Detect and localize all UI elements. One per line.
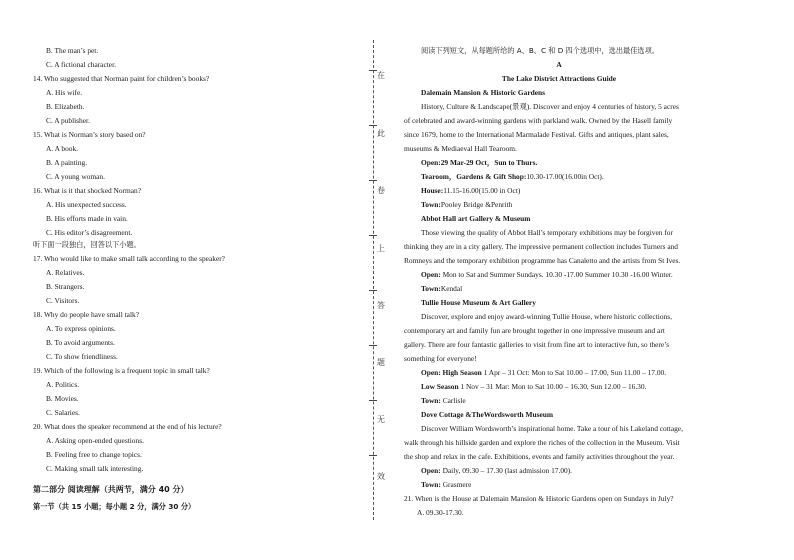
passage-title: The Lake District Attractions Guide xyxy=(501,74,617,83)
seal-tick xyxy=(369,455,377,456)
answer-option: A. Politics. xyxy=(46,380,80,389)
high-season-value: 1 Apr – 31 Oct: Mon to Sat 10.00 – 17.00, Sun 11.00 – 17.00. xyxy=(481,368,667,377)
attraction-heading: Dove Cottage &TheWordsworth Museum xyxy=(421,410,553,419)
answer-option: B. The man’s pet. xyxy=(46,46,99,55)
seal-tick xyxy=(369,345,377,346)
town-value: Kendal xyxy=(440,284,463,293)
question-16: 16. What is it that shocked Norman? xyxy=(33,186,142,195)
paragraph-line: History, Culture & Landscape(景观). Discover and enjoy 4 centuries of history, 5 acres xyxy=(421,102,679,111)
answer-option: C. A fictional character. xyxy=(46,60,116,69)
paragraph-line: Discover William Wordsworth’s inspirational home. Take a tour of his Lakeland cottage, xyxy=(421,424,683,433)
seal-char: 卷 xyxy=(377,186,385,195)
answer-option: A. His wife. xyxy=(46,88,83,97)
seal-char: 答 xyxy=(377,301,385,310)
seal-tick xyxy=(369,70,377,71)
listening-instruction: 听下面一段独白，回答以下小题。 xyxy=(33,240,141,249)
seal-tick xyxy=(369,180,377,181)
reading-instruction: 阅读下列短文，从每题所给的 A、B、C 和 D 四个选项中，选出最佳选项。 xyxy=(421,46,659,55)
seal-char: 上 xyxy=(377,244,385,253)
town-value: Grasmere xyxy=(440,480,472,489)
answer-option: C. A young woman. xyxy=(46,172,105,181)
answer-option: C. To show friendliness. xyxy=(46,352,118,361)
seal-line xyxy=(373,40,374,520)
answer-option: A. His unexpected success. xyxy=(46,200,127,209)
seal-char: 此 xyxy=(377,129,385,138)
paragraph-line: walk through his hillside garden and explore the riches of the collection in the Museum. Visit xyxy=(404,438,680,447)
seal-char: 无 xyxy=(377,415,385,424)
seal-char: 在 xyxy=(377,71,385,80)
answer-option: B. To avoid arguments. xyxy=(46,338,115,347)
high-season xyxy=(421,368,666,378)
question-14: 14. Who suggested that Norman paint for children’s books? xyxy=(33,74,210,83)
town-label: Town: xyxy=(421,396,441,405)
open-label: Open: xyxy=(421,466,441,475)
low-season-label: Low Season xyxy=(421,382,459,391)
house-hours xyxy=(421,186,520,196)
answer-option: C. His editor’s disagreement. xyxy=(46,228,133,237)
answer-option: B. His efforts made in vain. xyxy=(46,214,128,223)
tearoom-value: 10.30-17.00(16.00in Oct). xyxy=(526,172,604,181)
town-label: Town: xyxy=(421,284,441,293)
paragraph-line: thinking they are in a city gallery. The impressive permanent collection includes Turners and xyxy=(404,242,678,251)
answer-option: A. 09.30-17.30. xyxy=(417,508,464,517)
seal-char: 题 xyxy=(377,358,385,367)
seal-tick xyxy=(369,400,377,401)
section-subtitle: 第一节（共 15 小题；每小题 2 分，满分 30 分） xyxy=(33,502,196,511)
paragraph-line: since 1679, home to the International Marmalade Festival. Gifts and antiques, plant sales, xyxy=(404,130,669,139)
paragraph-line: museums & Mediaeval Hall Tearoom. xyxy=(404,144,517,153)
answer-option: B. Feeling free to change topics. xyxy=(46,450,142,459)
open-value: Daily, 09.30 – 17.30 (last admission 17.00). xyxy=(440,466,573,475)
seal-tick xyxy=(369,290,377,291)
house-label: House: xyxy=(421,186,444,195)
answer-option: B. Elizabeth. xyxy=(46,102,85,111)
seal-tick xyxy=(369,235,377,236)
question-19: 19. Which of the following is a frequent topic in small talk? xyxy=(33,366,210,375)
answer-option: A. A book. xyxy=(46,144,79,153)
question-17: 17. Who would like to make small talk according to the speaker? xyxy=(33,254,225,263)
question-20: 20. What does the speaker recommend at the end of his lecture? xyxy=(33,422,222,431)
tearoom-hours xyxy=(421,172,604,182)
town-line xyxy=(421,480,471,490)
answer-option: B. Movies. xyxy=(46,394,79,403)
paragraph-line: gallery. There are four fantastic galleries to visit from fine art to interactive fun, so there’s xyxy=(404,340,670,349)
town-value: Pooley Bridge &Penrith xyxy=(440,200,513,209)
section-title: 第二部分 阅读理解（共两节，满分 40 分） xyxy=(33,485,189,494)
passage-letter: A xyxy=(556,60,562,69)
opening-hours xyxy=(421,466,572,476)
answer-option: C. Visitors. xyxy=(46,296,80,305)
paragraph-line: contemporary art and family fun are brought together in one impressive museum and art xyxy=(404,326,665,335)
seal-char: 效 xyxy=(377,472,385,481)
town-label: Town: xyxy=(421,480,441,489)
opening-dates: Open:29 Mar-29 Oct，Sun to Thurs. xyxy=(421,158,538,167)
town-label: Town: xyxy=(421,200,441,209)
paragraph-line: the shop and relax in the cafe. Exhibitions, events and family activities throughout the year. xyxy=(404,452,675,461)
question-15: 15. What is Norman’s story based on? xyxy=(33,130,146,139)
tearoom-label: Tearoom，Gardens & Gift Shop: xyxy=(421,172,527,181)
house-value: 11.15-16.00(15.00 in Oct) xyxy=(443,186,521,195)
answer-option: C. Salaries. xyxy=(46,408,80,417)
open-label: Open: xyxy=(421,270,441,279)
seal-tick xyxy=(369,125,377,126)
open-value: Mon to Sat and Summer Sundays. 10.30 -17.00 Summer 10.30 -16.00 Winter. xyxy=(440,270,673,279)
attraction-heading: Abbot Hall art Gallery & Museum xyxy=(421,214,531,223)
town-line xyxy=(421,284,462,294)
answer-option: C. Making small talk interesting. xyxy=(46,464,144,473)
answer-option: C. A publisher. xyxy=(46,116,90,125)
answer-option: A. To express opinions. xyxy=(46,324,116,333)
opening-hours xyxy=(421,270,673,280)
paragraph-line: something for everyone! xyxy=(404,354,477,363)
paragraph-line: Those viewing the quality of Abbot Hall’s temporary exhibitions may be forgiven for xyxy=(421,228,673,237)
answer-option: B. Strangers. xyxy=(46,282,85,291)
answer-option: B. A painting. xyxy=(46,158,88,167)
town-value: Carlisle xyxy=(440,396,466,405)
attraction-heading: Tullie House Museum & Art Gallery xyxy=(421,298,536,307)
low-season-value: 1 Nov – 31 Mar: Mon to Sat 10.00 – 16.30, Sun 12.00 – 16.30. xyxy=(458,382,647,391)
paragraph-line: Discover, explore and enjoy award-winning Tullie House, where historic collections, xyxy=(421,312,672,321)
answer-option: A. Relatives. xyxy=(46,268,85,277)
town-line xyxy=(421,200,512,210)
town-line xyxy=(421,396,466,406)
paragraph-line: of celebrated and award-winning gardens with parkland walk. Owned by the Hasell family xyxy=(404,116,673,125)
question-18: 18. Why do people have small talk? xyxy=(33,310,139,319)
high-season-label: Open: High Season xyxy=(421,368,482,377)
low-season xyxy=(421,382,646,392)
paragraph-line: Romneys and the temporary exhibition programme has Canaletto and the artists from St Ives. xyxy=(404,256,681,265)
question-21: 21. When is the House at Dalemain Mansion & Historic Gardens open on Sundays in July? xyxy=(404,494,674,503)
answer-option: A. Asking open-ended questions. xyxy=(46,436,144,445)
attraction-heading: Dalemain Mansion & Historic Gardens xyxy=(421,88,545,97)
